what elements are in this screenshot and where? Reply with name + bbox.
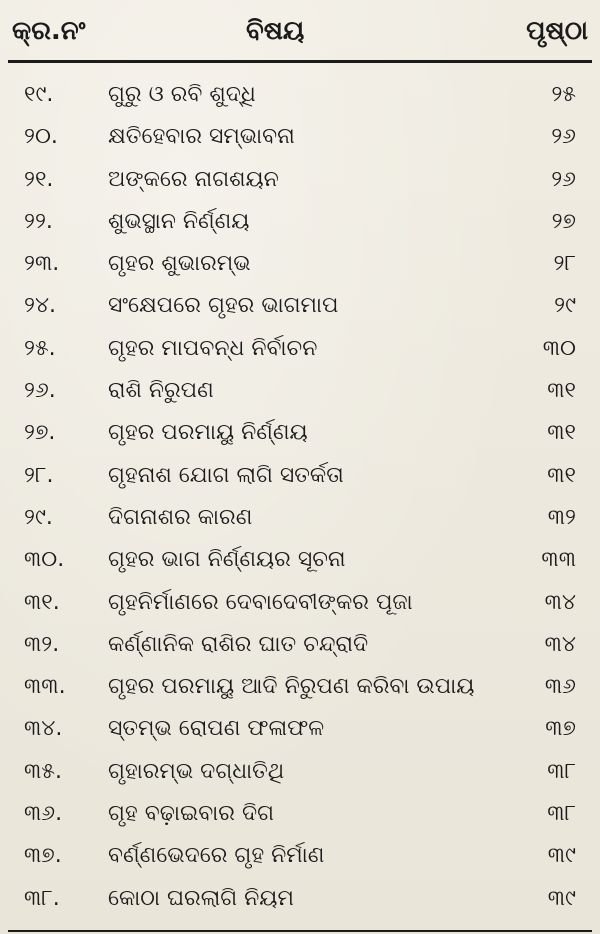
table-row [0, 541, 600, 583]
page-number: ୨୯ [554, 293, 576, 319]
table-row [0, 287, 600, 329]
page-number: ୩୯ [547, 885, 576, 911]
chapter-title: ଗୃହର ମାପବନ୍ଧ ନିର୍ବାଚନ [108, 335, 318, 361]
serial-number: ୨୫. [24, 335, 56, 361]
serial-number: ୩୮. [24, 885, 60, 911]
table-row [0, 584, 600, 626]
table-row [0, 499, 600, 541]
page-number: ୩୧ [547, 462, 576, 488]
page-number: ୩୮ [547, 758, 576, 784]
page-number: ୩୮ [547, 801, 576, 827]
serial-number: ୩୫. [24, 758, 63, 784]
page-number: ୨୮ [553, 251, 576, 277]
chapter-title: ଗୃହର ଶୁଭାରମ୍ଭ [108, 251, 251, 277]
contents-list [0, 76, 600, 922]
serial-number: ୨୩. [24, 251, 60, 277]
serial-number: ୩୨. [24, 631, 60, 657]
page-number: ୩୭ [545, 716, 576, 742]
chapter-title: ଗୃହାରମ୍ଭ ଦଗ୍ଧାତିଥି [108, 758, 285, 784]
chapter-title: ବର୍ଣ୍ଣଭେଦରେ ଗୃହ ନିର୍ମାଣ [108, 843, 325, 869]
serial-number: ୩୦. [24, 547, 65, 573]
table-header [0, 0, 600, 62]
table-row [0, 203, 600, 245]
table-row [0, 880, 600, 922]
chapter-title: ଶୁଭସ୍ଥାନ ନିର୍ଣ୍ଣୟ [108, 208, 250, 234]
page-number: ୩୨ [547, 504, 576, 530]
serial-number: ୨୪. [24, 293, 57, 319]
chapter-title: ଗୁରୁ ଓ ରବି ଶୁଦ୍ଧି [108, 82, 256, 107]
serial-number-header: କ୍ର.ନଂ [12, 16, 86, 46]
page-number: ୩୪ [544, 631, 576, 657]
page-number: ୨୭ [551, 208, 576, 234]
table-row [0, 414, 600, 456]
chapter-title: ଗୃହର ପରମାୟୁ ଆଦି ନିରୁପଣ କରିବା ଉପାୟ [108, 674, 475, 700]
table-row [0, 330, 600, 372]
table-row [0, 753, 600, 795]
serial-number: ୨୧. [24, 166, 54, 192]
chapter-title: କ୍ଷତିହେବାର ସମ୍ଭାବନା [108, 124, 295, 150]
serial-number: ୨୭. [24, 420, 56, 446]
bottom-divider [8, 930, 592, 932]
serial-number: ୨୬. [24, 378, 56, 404]
serial-number: ୧୯. [24, 82, 54, 107]
table-row [0, 710, 600, 752]
chapter-title: ଗୃହନିର୍ମାଣରେ ଦେବାଦେବୀଙ୍କର ପୂଜା [108, 589, 413, 615]
chapter-title: ଦିଗନାଶର କାରଣ [108, 504, 253, 530]
page-number: ୩୧ [547, 420, 576, 446]
table-row [0, 457, 600, 499]
chapter-title: କର୍ଣ୍ଣାନିକ ରାଶିର ଘାତ ଚନ୍ଦ୍ରାଦି [108, 631, 369, 657]
page-number: ୩୬ [544, 674, 576, 700]
chapter-title: ଗୃହର ଭାଗ ନିର୍ଣ୍ଣୟର ସୂଚନା [108, 547, 346, 573]
serial-number: ୩୬. [24, 801, 63, 827]
chapter-title: ଗୃହନାଶ ଯୋଗ ଲାଗି ସତର୍କତା [108, 462, 344, 488]
page-number-header: ପୃଷ୍ଠା [526, 16, 588, 46]
table-row [0, 161, 600, 203]
chapter-title: କୋଠା ଘରଲାଗି ନିୟମ [108, 885, 294, 911]
page-number: ୨୬ [551, 124, 576, 150]
page-number: ୨୬ [551, 166, 576, 192]
page-number: ୨୫ [551, 82, 576, 107]
table-row [0, 245, 600, 287]
table-row [0, 668, 600, 710]
serial-number: ୨୦. [24, 124, 58, 150]
header-divider [8, 60, 592, 63]
chapter-title: ଗୃହ ବଢ଼ାଇବାର ଦିଗ [108, 801, 274, 827]
chapter-title: ସ୍ତମ୍ଭ ରୋପଣ ଫଳାଫଳ [108, 716, 325, 742]
chapter-title: ଗୃହର ପରମାୟୁ ନିର୍ଣ୍ଣୟ [108, 420, 308, 446]
page-number: ୩୧ [547, 378, 576, 404]
subject-header: ବିଷୟ [246, 16, 305, 46]
table-row [0, 118, 600, 160]
serial-number: ୩୧. [24, 589, 60, 615]
page-number: ୩୩ [541, 547, 576, 573]
serial-number: ୨୨. [24, 208, 53, 234]
page-number: ୩୯ [547, 843, 576, 869]
chapter-title: ଅଙ୍କରେ ନାଗଶୟନ [108, 166, 279, 192]
table-row [0, 372, 600, 414]
table-row [0, 76, 600, 118]
serial-number: ୩୪. [24, 716, 63, 742]
serial-number: ୩୩. [24, 674, 66, 700]
table-row [0, 795, 600, 837]
page-number: ୩୪ [544, 589, 576, 615]
serial-number: ୩୭. [24, 843, 62, 869]
chapter-title: ରାଶି ନିରୁପଣ [108, 378, 214, 404]
table-row [0, 626, 600, 668]
serial-number: ୨୯. [24, 504, 53, 530]
serial-number: ୨୮. [24, 462, 54, 488]
page-number: ୩୦ [542, 335, 576, 361]
table-row [0, 837, 600, 879]
chapter-title: ସଂକ୍ଷେପରେ ଗୃହର ଭାଗମାପ [108, 293, 339, 319]
